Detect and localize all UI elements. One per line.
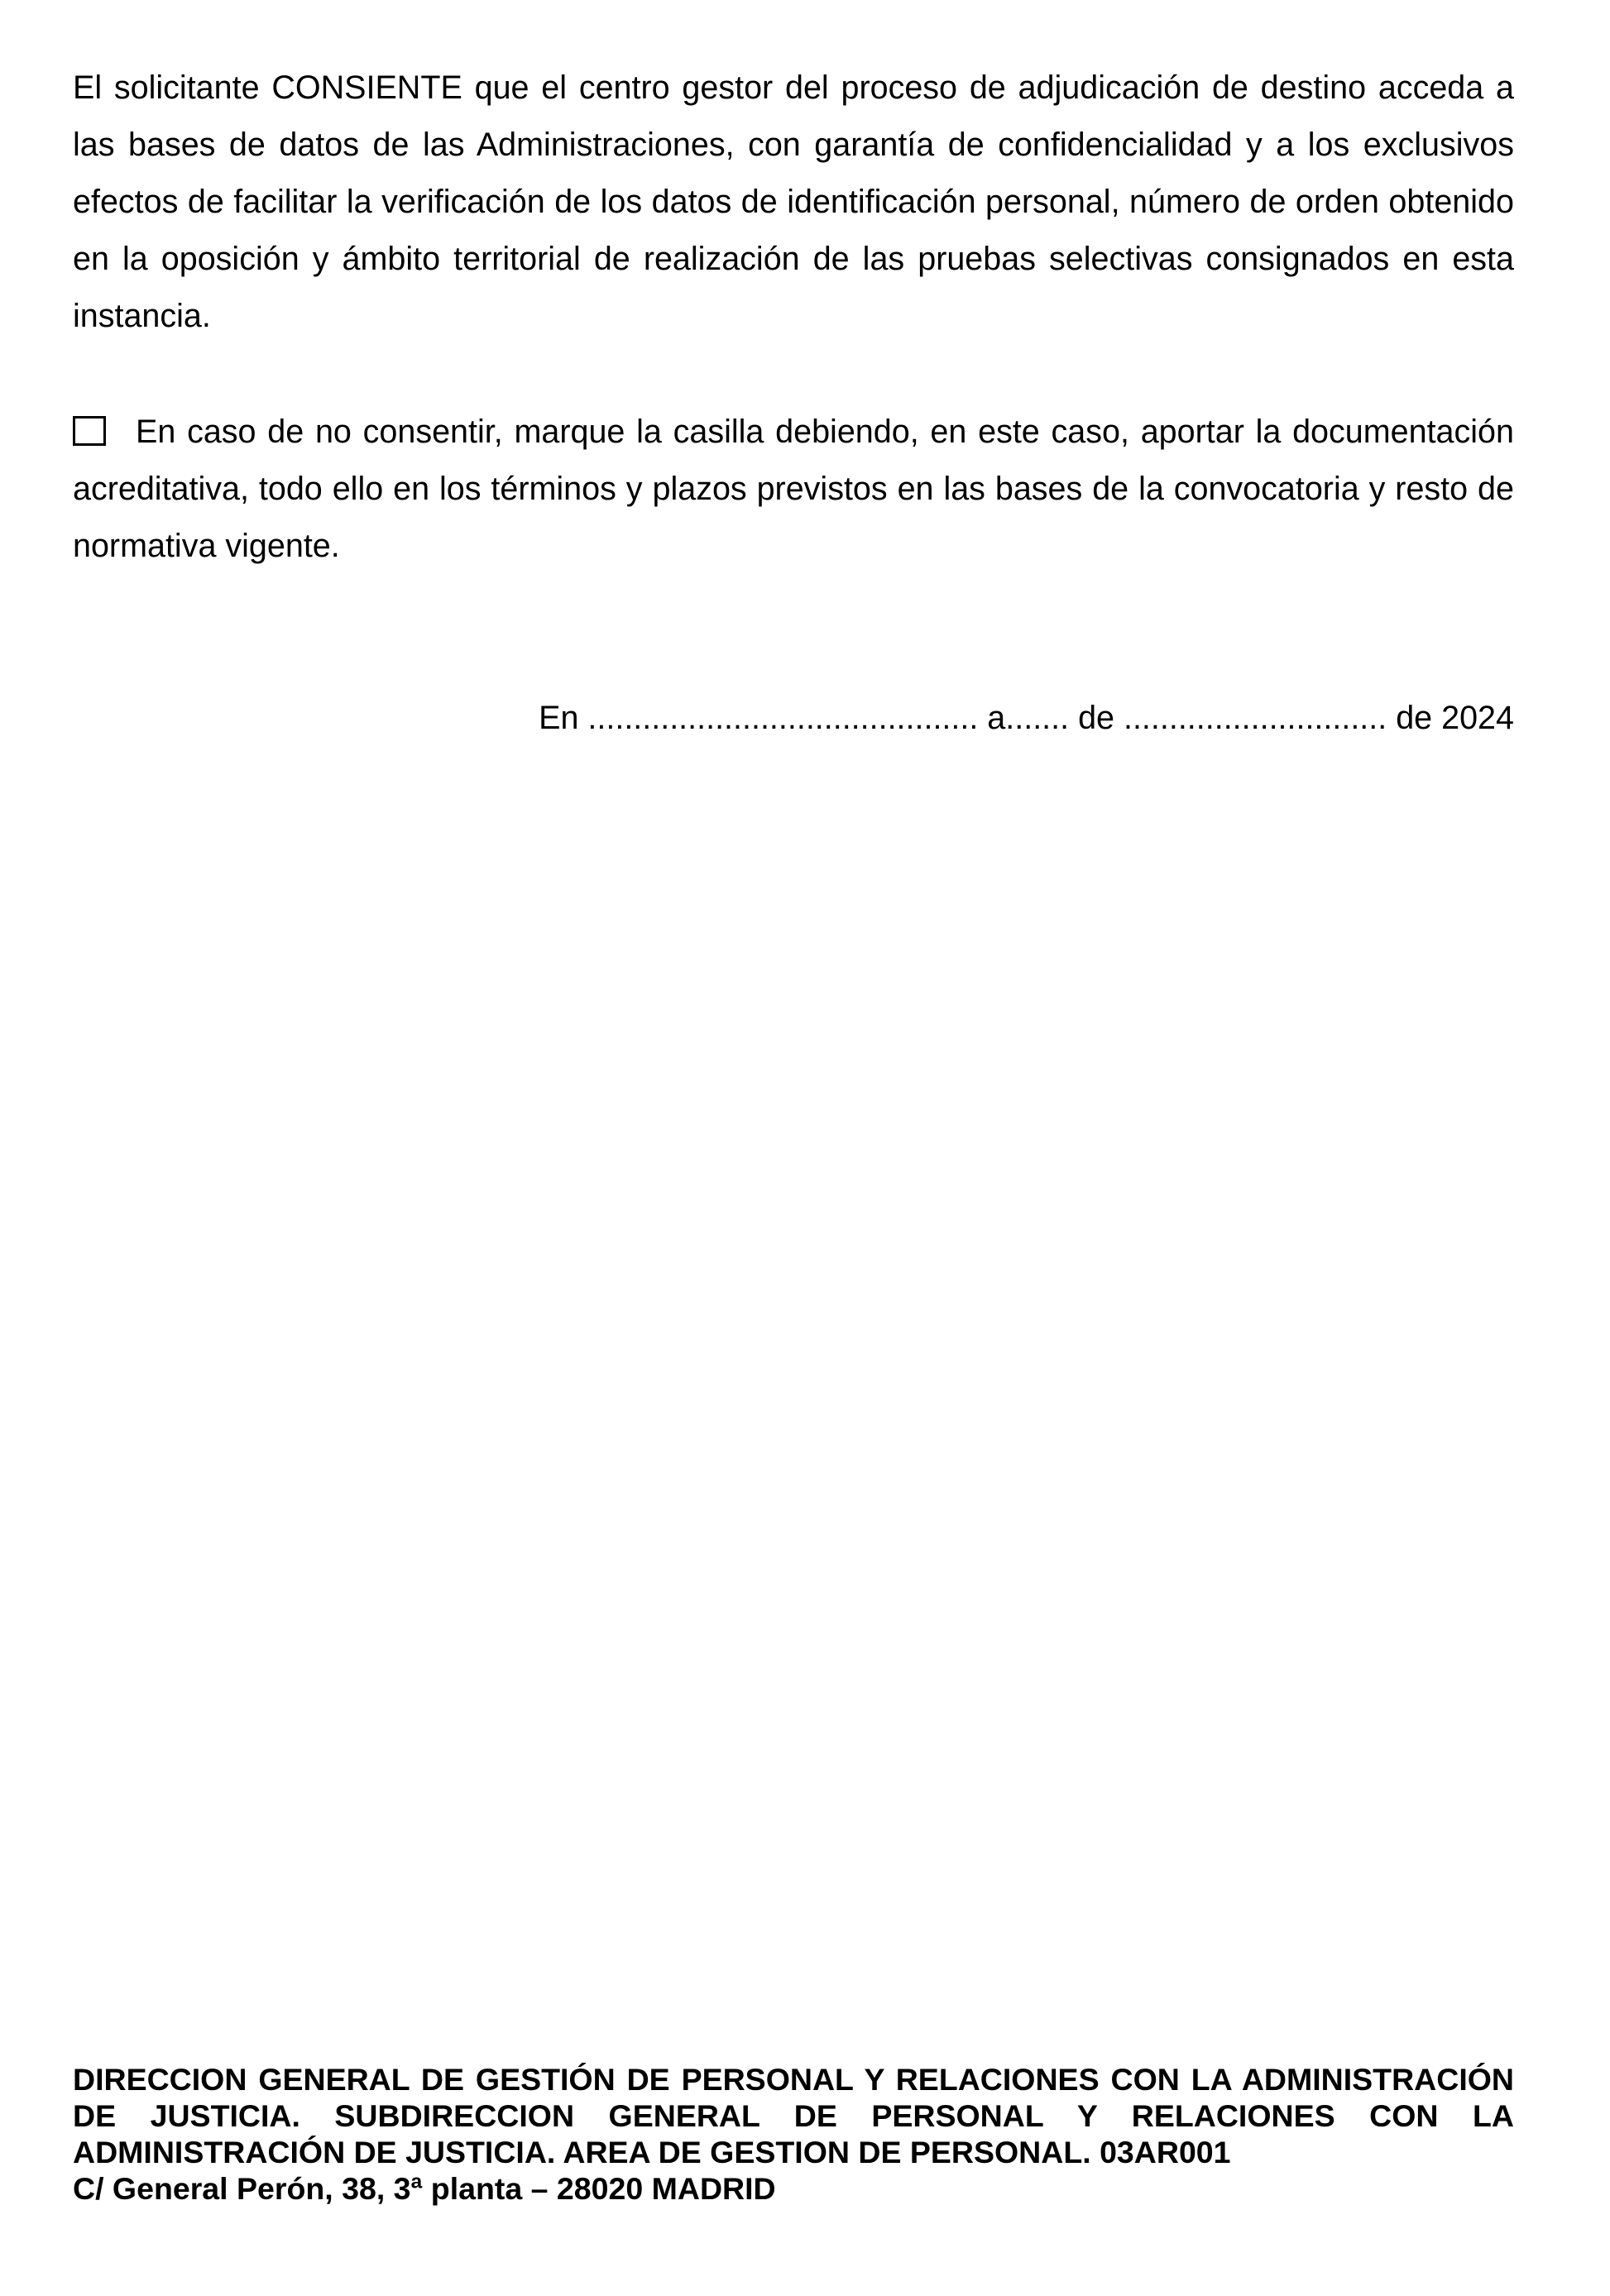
- opt-out-paragraph: [73, 404, 1514, 575]
- footer-address: C/ General Perón, 38, 3ª planta – 28020 MADRID: [73, 2171, 776, 2206]
- footer-organization: DIRECCION GENERAL DE GESTIÓN DE PERSONAL Y RELACIONES CON LA ADMINISTRACIÓN DE JUSTICIA. SUBDIRECCION GENERAL DE PERSONAL Y RELACIONES CON LA ADMINISTRACIÓN DE JUSTICIA. AREA DE GESTION DE PERSONAL. 03AR001: [73, 2062, 1514, 2169]
- signature-date-line: En ........................................... a....... de ............................. de 2024: [539, 700, 1514, 736]
- consent-paragraph: El solicitante CONSIENTE que el centro gestor del proceso de adjudicación de destino acceda a las bases de datos de las Administraciones, con garantía de confidencialidad y a los exclusivos efectos de facilitar la verificación de los datos de identificación personal, número de orden obtenido en la oposición y ámbito territorial de realización de las pruebas selectivas consignados en esta instancia.: [73, 69, 1514, 334]
- opt-out-checkbox[interactable]: [73, 416, 106, 446]
- footer-address-block: [73, 2061, 1514, 2207]
- opt-out-text: En caso de no consentir, marque la casilla debiendo, en este caso, aportar la documentación acreditativa, todo ello en los términos y plazos previstos en las bases de la convocatoria y resto de normativa vigente.: [73, 414, 1514, 564]
